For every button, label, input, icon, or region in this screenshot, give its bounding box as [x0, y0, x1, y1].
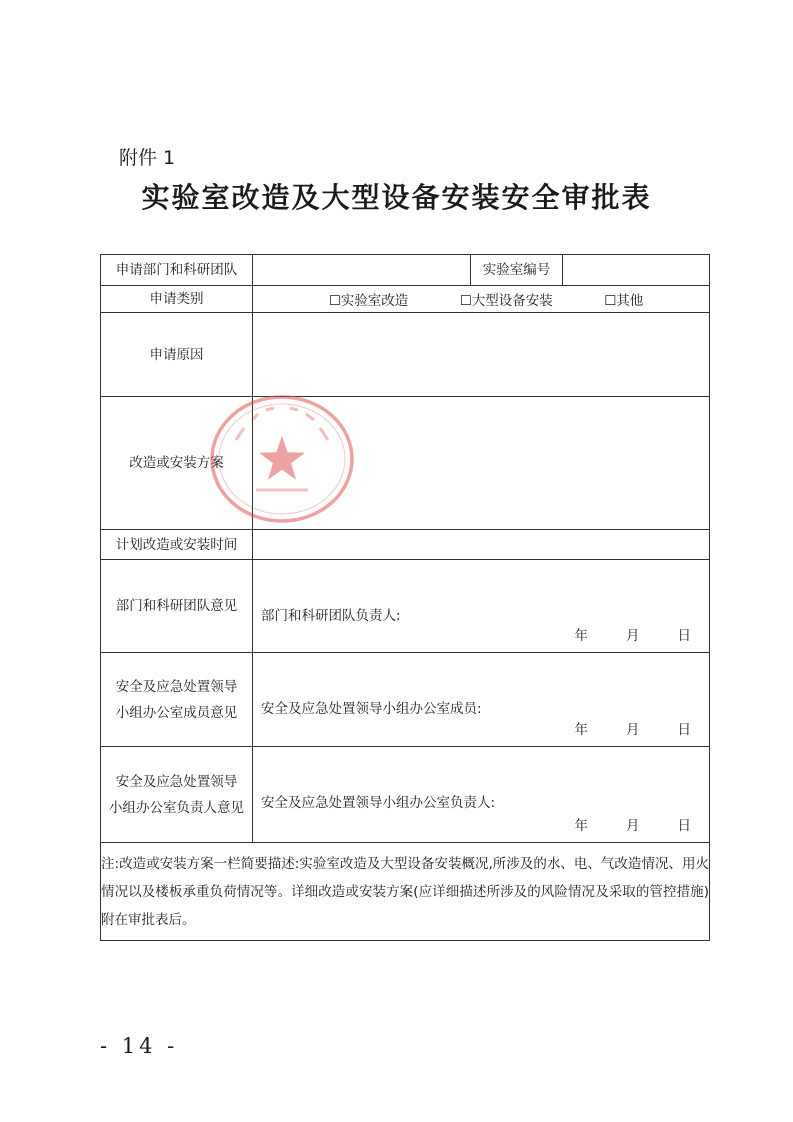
- opinion-cell-office-member: [253, 653, 710, 747]
- time-value: [253, 530, 710, 560]
- department-label: 申请部门和科研团队: [101, 255, 253, 286]
- category-options: [253, 286, 710, 313]
- row-opinion-office-head: [101, 747, 710, 843]
- row-plan: [101, 397, 710, 530]
- year-label: 年: [574, 818, 588, 834]
- reason-value: [253, 313, 710, 397]
- opinion-cell-office-head: [253, 747, 710, 843]
- note-text: 注:改造或安装方案一栏简要描述:实验室改造及大型设备安装概况,所涉及的水、电、气改造情况、用火情况以及楼板承重负荷情况等。详细改造或安装方案(应详细描述所涉及的风险情况及采取的管控措施)附在审批表后。: [101, 843, 710, 941]
- opinion-label-line: 安全及应急处置领导: [115, 773, 238, 790]
- opinion-label-line: 安全及应急处置领导: [115, 678, 238, 695]
- date-line: [537, 718, 692, 738]
- signer-label-office-head: 安全及应急处置领导小组办公室负责人:: [261, 795, 496, 811]
- time-label: 计划改造或安装时间: [101, 530, 253, 560]
- row-opinion-department: [101, 560, 710, 653]
- date-line: [537, 624, 692, 644]
- day-label: 日: [677, 628, 691, 644]
- option-lab-renovation[interactable]: ☐实验室改造: [328, 293, 409, 309]
- approval-form-table: [100, 254, 710, 941]
- year-label: 年: [574, 628, 588, 644]
- year-label: 年: [574, 722, 588, 738]
- row-category: [101, 286, 710, 313]
- signer-label-department: 部门和科研团队负责人:: [261, 608, 401, 624]
- plan-value: [253, 397, 710, 530]
- month-label: 月: [626, 628, 640, 644]
- row-reason: [101, 313, 710, 397]
- row-time: [101, 530, 710, 560]
- month-label: 月: [626, 722, 640, 738]
- day-label: 日: [677, 722, 691, 738]
- option-other[interactable]: ☐其他: [604, 293, 644, 309]
- opinion-label-line: 小组办公室成员意见: [115, 704, 238, 721]
- signer-label-office-member: 安全及应急处置领导小组办公室成员:: [261, 701, 482, 717]
- lab-number-value: [563, 255, 710, 286]
- plan-label: 改造或安装方案: [101, 397, 253, 530]
- opinion-label-office-head: [101, 747, 253, 843]
- attachment-label: 附件 1: [119, 147, 176, 169]
- opinion-label-line: 小组办公室负责人意见: [109, 799, 244, 816]
- option-large-equipment[interactable]: ☐大型设备安装: [459, 293, 553, 309]
- opinion-label-line: 部门和科研团队意见: [115, 598, 238, 614]
- row-note: [101, 843, 710, 941]
- row-department: [101, 255, 710, 286]
- category-label: 申请类别: [101, 286, 253, 313]
- date-line: [537, 814, 692, 834]
- department-value: [253, 255, 471, 286]
- opinion-label-office-member: [101, 653, 253, 747]
- day-label: 日: [677, 818, 691, 834]
- row-opinion-office-member: [101, 653, 710, 747]
- opinion-label-department: [101, 560, 253, 653]
- lab-number-label: 实验室编号: [471, 255, 563, 286]
- month-label: 月: [626, 818, 640, 834]
- page-title: 实验室改造及大型设备安装安全审批表: [141, 181, 652, 214]
- reason-label: 申请原因: [101, 313, 253, 397]
- opinion-cell-department: [253, 560, 710, 653]
- page-number: - 14 -: [100, 1034, 179, 1058]
